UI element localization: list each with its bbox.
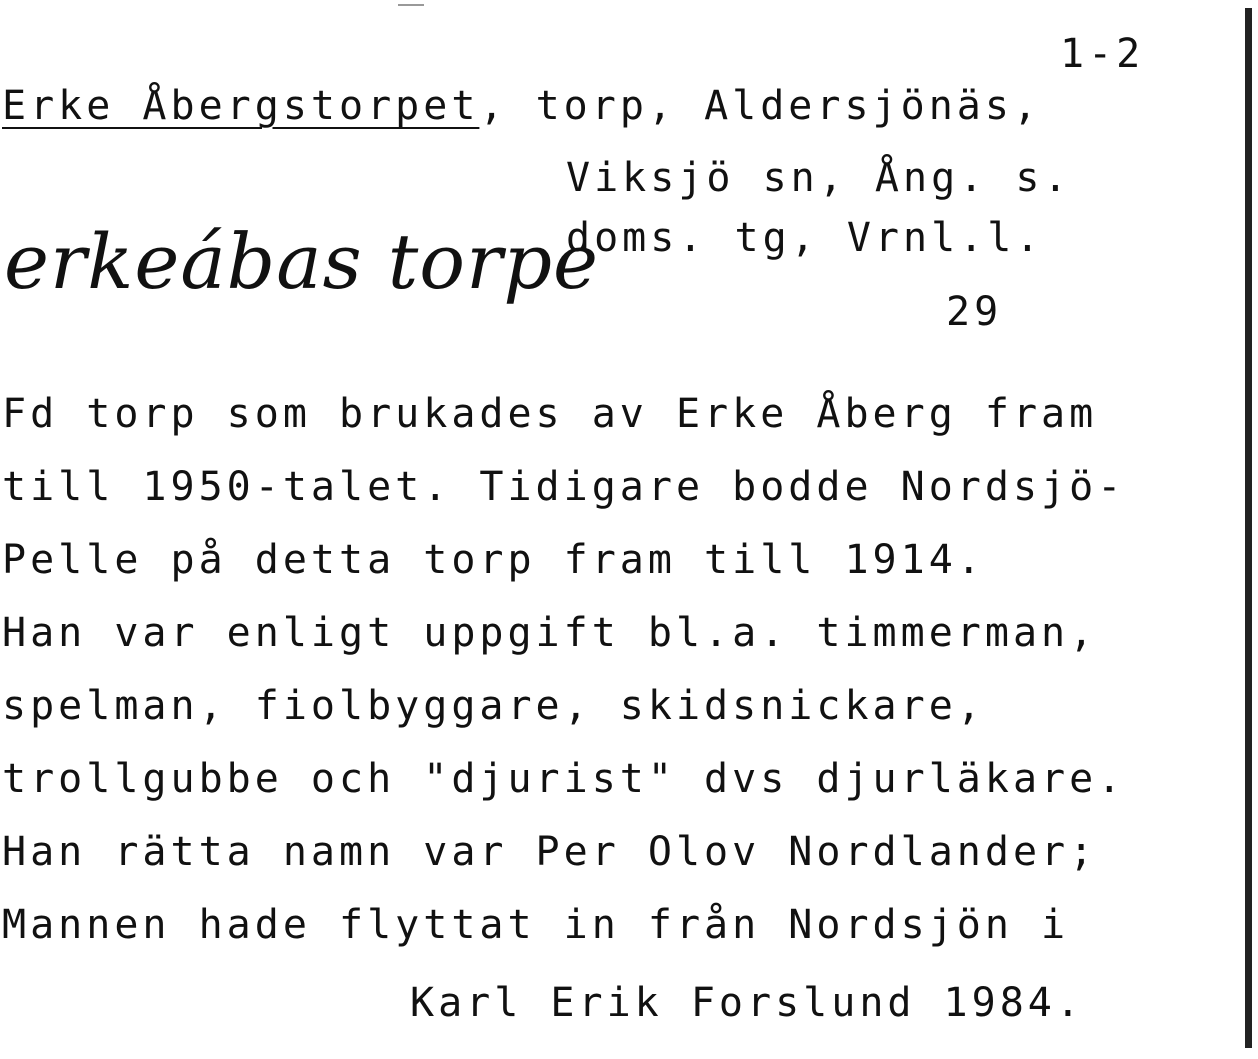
body-line: Han rätta namn var Per Olov Nordlander; [2, 829, 1098, 875]
body-line: till 1950-talet. Tidigare bodde Nordsjö- [2, 464, 1126, 510]
signature-line: Karl Erik Forslund 1984. [410, 980, 1084, 1026]
body-line: Mannen hade flyttat in från Nordsjön i [2, 902, 1070, 948]
handwritten-dialect-form: erkeábas torpe [4, 217, 600, 306]
page-number: 1-2 [1060, 31, 1145, 77]
body-line: Fd torp som brukades av Erke Åberg fram [2, 391, 1098, 437]
parish-code: 29 [946, 289, 1003, 335]
place-name: Erke Åbergstorpet [2, 83, 480, 129]
place-description: , torp, Aldersjönäs, [479, 83, 1042, 129]
body-line: trollgubbe och "djurist" dvs djurläkare. [2, 756, 1126, 802]
top-edge-mark [398, 4, 424, 6]
title-line [2, 83, 1042, 129]
body-line: spelman, fiolbyggare, skidsnickare, [2, 683, 985, 729]
card-body [2, 378, 1125, 962]
body-line: Pelle på detta torp fram till 1914. [2, 537, 985, 583]
location-line-3: doms. tg, Vrnl.l. [566, 215, 1044, 261]
location-line-2: Viksjö sn, Ång. s. [566, 155, 1072, 201]
card-right-edge [1245, 8, 1252, 1048]
body-line: Han var enligt uppgift bl.a. timmerman, [2, 610, 1098, 656]
